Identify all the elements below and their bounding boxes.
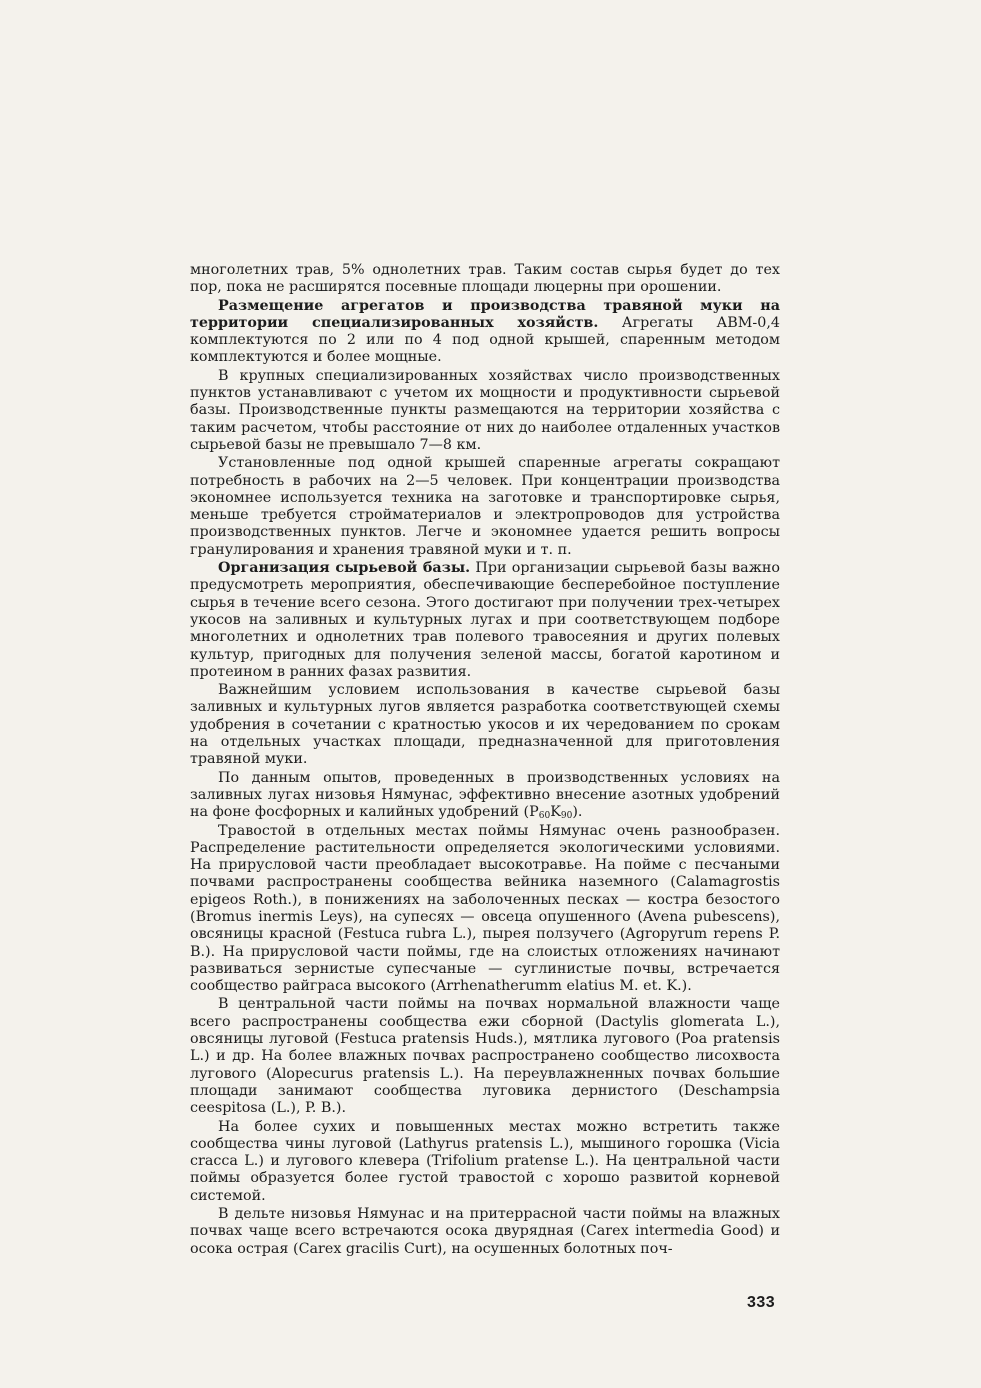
paragraph-7 (190, 823, 780, 996)
page-number: 333 (747, 1294, 776, 1311)
paragraph-4 (190, 560, 780, 681)
paragraph-text: По данным опытов, проведенных в производственных условиях на заливных лугах низовья Нямунас, эффективно внесение азотных удобрений на фоне фосфорных и калийных удобрений (P (190, 769, 780, 821)
subscript-k: 90 (560, 811, 573, 822)
paragraph-8 (190, 996, 780, 1117)
paragraph-text: Важнейшим условием использования в качестве сырьевой базы заливных и культурных лугов является разработка соответствующей схемы удобрения в сочетании с кратностью укосов и их чередованием по срокам на отдельных участках площади, предназначенной для приготовления травяной муки. (190, 682, 780, 768)
paragraph-text: В крупных специализированных хозяйствах число производственных пунктов устанавливают с учетом их мощности и продуктивности сырьевой базы. Производственные пункты размещаются на территории хозяйства с таким расчетом, чтобы расстояние от них до наиболее отдаленных участков сырьевой базы не превышало 7—8 км. (190, 367, 780, 453)
paragraph-5 (190, 682, 780, 768)
paragraph-3 (190, 455, 780, 559)
formula-tail: ). (572, 804, 583, 821)
paragraph-6 (190, 770, 780, 822)
paragraph-text: При организации сырьевой базы важно предусмотреть мероприятия, обеспечивающие бесперебойное поступление сырья в течение всего сезона. Этого достигают при получении трех-четырех укосов на заливных и культурных лугах и при соответствующем подборе многолетних и однолетних трав полевого травосеяния и других полевых культур, пригодных для получения зеленой массы, богатой каротином и протеином в ранних фазах развития. (190, 560, 780, 680)
page-text-column (190, 262, 780, 1258)
paragraph-text: Установленные под одной крышей спаренные агрегаты сокращают потребность в рабочих на 2—5 человек. При концентрации производства экономнее используется техника на заготовке и транспортировке сырья, меньше требуется стройматериалов и электропроводов для устройства производственных пунктов. Легче и экономнее удается решить вопросы гранулирования и хранения травяной муки и т. п. (190, 455, 780, 558)
paragraph-text: На более сухих и повышенных местах можно встретить также сообщества чины луговой (Lathyrus pratensis L.), мышиного горошка (Vicia cracca L.) и лугового клевера (Trifolium pratense L.). На центральной части поймы образуется более густой травостой с хорошо развитой корневой системой. (190, 1118, 780, 1204)
paragraph-text: Травостой в отдельных местах поймы Нямунас очень разнообразен. Распределение растительности определяется экологическими условиями. На прирусловой части преобладает высокотравье. На пойме с песчаными почвами распространены сообщества вейника наземного (Calamagrostis epigeos Roth.), в понижениях на заболоченных песках — костра безостого (Bromus inermis Leys), на супесях — овсеца опушенного (Avena pubescens), овсяницы красной (Festuca rubra L.), пырея ползучего (Agropyrum repens P. B.). На прирусловой части поймы, где на слоистых отложениях начинают развиваться зернистые супесчаные — суглинистые почвы, встречается сообщество райграса высокого (Arrhenatherumm elatius M. et. K.). (190, 822, 780, 995)
paragraph-1 (190, 298, 780, 367)
paragraph-2 (190, 368, 780, 454)
run-in-heading: Размещение агрегатов и производства травяной муки на территории специализированных хозяйств. (190, 297, 780, 331)
run-in-heading: Организация сырьевой базы. (218, 560, 471, 577)
paragraph-text: Агрегаты АВМ-0,4 комплектуются по 2 или по 4 под одной крышей, спаренным методом комплектуются и более мощные. (190, 314, 780, 366)
paragraph-text: многолетних трав, 5% однолетних трав. Таким состав сырья будет до тех пор, пока не расширятся посевные площади люцерны при орошении. (190, 262, 780, 296)
paragraph-text: В центральной части поймы на почвах нормальной влажности чаще всего распространены сообщества ежи сборной (Dactylis glomerata L.), овсяницы луговой (Festuca pratensis Huds.), мятлика лугового (Poa pratensis L.) и др. На более влажных почвах распространено сообщество лисохвоста лугового (Alopecurus pratensis L.). На переувлажненных почвах большие площади занимают сообщества луговика дернистого (Deschampsia ceespitosa (L.), P. B.). (190, 996, 780, 1117)
paragraph-9 (190, 1119, 780, 1205)
paragraph-0 (190, 262, 780, 297)
subscript-p: 60 (538, 811, 551, 822)
paragraph-text: В дельте низовья Нямунас и на притеррасной части поймы на влажных почвах чаще всего встречаются осока двурядная (Carex intermedia Good) и осока острая (Carex gracilis Curt), на осушенных болотных поч- (190, 1206, 780, 1257)
paragraph-10 (190, 1206, 780, 1258)
formula-k: K (550, 804, 561, 821)
